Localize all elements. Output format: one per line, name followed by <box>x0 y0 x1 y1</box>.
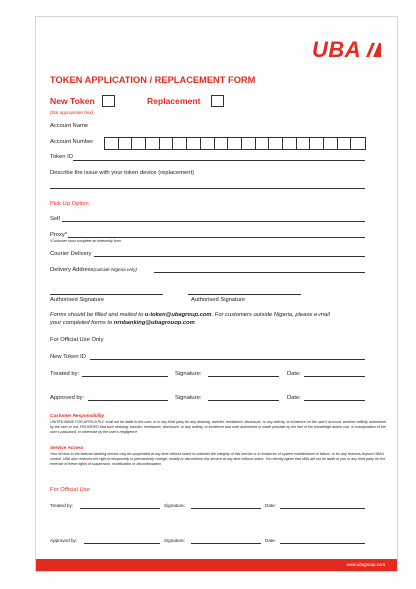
proxy-label: Proxy* <box>50 232 68 238</box>
signature-label-2: Authorised Signature <box>191 297 246 303</box>
responsibility-heading: Customer Responsibility <box>50 413 105 418</box>
courier-field[interactable] <box>94 256 365 257</box>
new-token-checkbox[interactable] <box>102 95 115 107</box>
service-text: Your access to the internet banking service may be suspended at any time without notice to maintain the integrity of this service or in instances of system maintenance or failure, or for any reasons beyond UBA's control. UBA also reserves the right to temporarily or permanently change, modify or discontinue this service at any time without notice. You hereby agree that UBA will not be liable to you or any third party for the exercise of these rights of suspension, modification or discontinuation. <box>50 452 386 466</box>
instr-email-2[interactable]: nrnbanking@ubagrouop.com <box>113 320 195 326</box>
new-token-id-field[interactable] <box>90 359 365 360</box>
replacement-label: Replacement <box>147 96 201 106</box>
approved-by-label-2: Approved by: <box>50 538 78 543</box>
courier-label: Courier Delivery <box>50 251 92 257</box>
signature-field-5[interactable] <box>191 508 261 509</box>
signature-label-6: Signature: <box>164 538 185 543</box>
footer-url[interactable]: www.ubagroup.com <box>346 562 385 567</box>
signature-line-1[interactable] <box>50 294 163 295</box>
date-label-2: Date: <box>287 395 301 401</box>
official-heading-1: For Official Use Only <box>50 337 104 343</box>
token-id-label: Token ID <box>50 154 73 160</box>
instructions-line-1 <box>50 312 330 318</box>
instr-text-1: Forms should be filled and mailed to <box>50 312 145 318</box>
responsibility-text: UNITED BANK FOR AFRICA PLC shall not be liable to the user, or to any third party for any drawing, transfer, remittance, disclosure, or any activity, or incidence on the user's account, whether willfully authorized by the user or not, PROVIDED that such drawing, transfer, remittance, disclosure, or any activity, or incidence was user authorized or made possible by the fact of the knowledge and/or use, or manipulation of the user's password, or otherwise by the user's negligence <box>50 420 386 434</box>
delivery-label <box>50 267 137 273</box>
proxy-note: *Customer must complete an indemnity form <box>50 239 121 243</box>
form-page <box>35 16 398 572</box>
treated-by-label-1: Treated by: <box>50 371 80 377</box>
date-field-1[interactable] <box>304 376 365 377</box>
describe-label: Describe the issue with your token device (replacement) <box>50 170 195 176</box>
logo-text: UBA <box>312 37 362 62</box>
pickup-heading: Pick Up Option <box>50 201 89 207</box>
tick-note: (tick appropriate box) <box>50 110 94 115</box>
signature-label-1: Authorised Signature <box>50 297 105 303</box>
describe-field[interactable] <box>50 188 365 189</box>
date-label-3: Date: <box>265 503 276 508</box>
signature-field-3[interactable] <box>208 376 279 377</box>
uba-logo <box>312 37 382 63</box>
self-field[interactable] <box>62 221 365 222</box>
date-label-1: Date: <box>287 371 301 377</box>
account-number-field[interactable] <box>104 137 366 150</box>
date-field-2[interactable] <box>304 400 365 401</box>
self-label: Self <box>50 216 60 222</box>
account-number-label: Account Number <box>50 139 94 145</box>
approved-by-field-1[interactable] <box>88 400 168 401</box>
signature-label-4: Signature: <box>175 395 202 401</box>
delivery-field[interactable] <box>154 272 365 273</box>
proxy-field[interactable] <box>68 237 365 238</box>
treated-by-field-2[interactable] <box>80 508 160 509</box>
account-name-label: Account Name <box>50 123 89 129</box>
delivery-note: (outside Nigeria only) <box>93 267 137 272</box>
instr-email-1[interactable]: u-token@ubagroup.com <box>144 312 212 318</box>
treated-by-label-2: Treated by: <box>50 503 74 508</box>
official-heading-2: For Official Use <box>50 487 90 493</box>
instr-text-2: . For customers outside Nigeria, please e-mail <box>211 312 330 318</box>
signature-label-3: Signature: <box>175 371 202 377</box>
token-id-field[interactable] <box>73 160 365 161</box>
signature-field-4[interactable] <box>208 400 279 401</box>
footer-bar <box>36 559 397 571</box>
new-token-label: New Token <box>50 96 95 106</box>
uba-mark-icon <box>364 41 382 59</box>
signature-label-5: Signature: <box>164 503 185 508</box>
signature-field-6[interactable] <box>191 543 261 544</box>
delivery-text: Delivery Address <box>50 267 94 273</box>
treated-by-field-1[interactable] <box>82 376 168 377</box>
date-field-3[interactable] <box>280 508 365 509</box>
date-field-4[interactable] <box>280 543 365 544</box>
service-heading: Service Access <box>50 445 84 450</box>
approved-by-field-2[interactable] <box>84 543 160 544</box>
replacement-checkbox[interactable] <box>211 95 224 107</box>
instr-text-3: your completed forms to <box>50 320 114 326</box>
instructions-line-2 <box>50 320 195 326</box>
date-label-4: Date: <box>265 538 276 543</box>
new-token-id-label: New Token ID <box>50 354 86 360</box>
approved-by-label-1: Approved by: <box>50 395 85 401</box>
form-title: TOKEN APPLICATION / REPLACEMENT FORM <box>50 75 256 85</box>
signature-line-2[interactable] <box>188 294 301 295</box>
